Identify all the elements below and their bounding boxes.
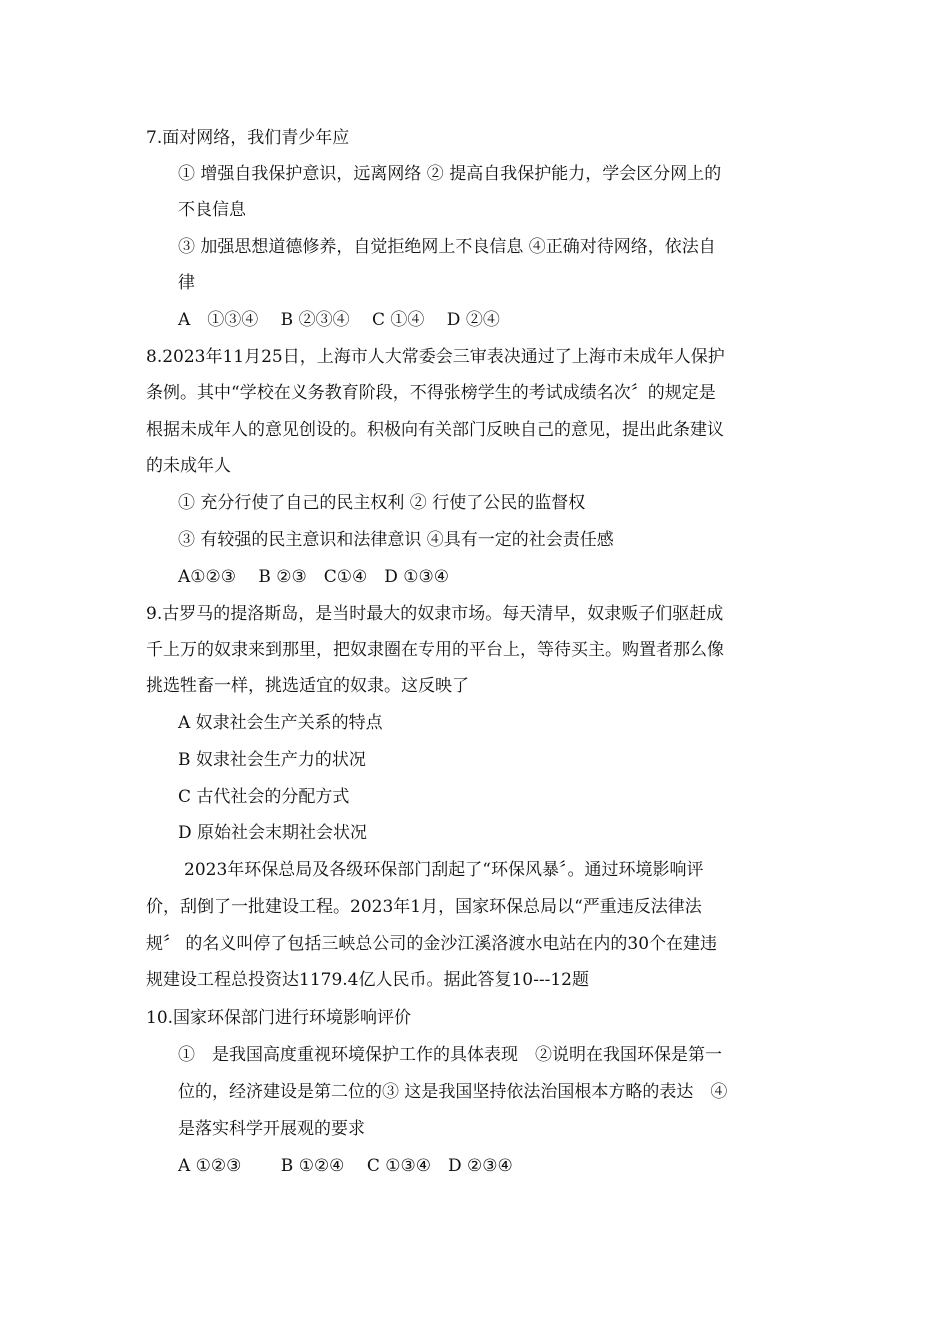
q9-stem: 挑选牲畜一样，挑选适宜的奴隶。这反映了: [146, 676, 469, 696]
q7-option-line: ③ 加强思想道德修养，自觉拒绝网上不良信息 ④正确对待网络，依法自: [178, 237, 716, 257]
q9-stem: 9.古罗马的提洛斯岛，是当时最大的奴隶市场。每天清早，奴隶贩子们驱赶成: [146, 604, 724, 624]
q8-stem: 8.2023年11月25日，上海市人大常委会三审表决通过了上海市未成年人保护: [146, 347, 725, 367]
q8-stem: 根据未成年人的意见创设的。积极向有关部门反映自己的意见，提出此条建议: [146, 420, 724, 440]
q9-stem: 千上万的奴隶来到那里，把奴隶圈在专用的平台上，等待买主。购置者那么像: [146, 640, 724, 660]
q8-option-line: ③ 有较强的民主意识和法律意识 ④具有一定的社会责任感: [178, 530, 614, 550]
q7-option-line: ① 增强自我保护意识，远离网络 ② 提高自我保护能力，学会区分网上的: [178, 164, 722, 184]
passage-line: 价，刮倒了一批建设工程。2023年1月，国家环保总局以“严重违反法律法: [146, 897, 702, 917]
q8-stem: 条例。其中“学校在义务教育阶段，不得张榜学生的考试成绩名次〞的规定是: [146, 383, 716, 403]
q10-option-line: ① 是我国高度重视环境保护工作的具体表现 ②说明在我国环保是第一: [178, 1045, 722, 1065]
q8-choices: A①②③ B ②③ C①④ D ①③④: [178, 567, 450, 587]
q7-choices: A ①③④ B ②③④ C ①④ D ②④: [178, 310, 500, 330]
q7-stem: 7.面对网络，我们青少年应: [146, 128, 350, 148]
passage-line: 2023年环保总局及各级环保部门刮起了“环保风暴〞。通过环境影响评: [184, 860, 704, 880]
q10-stem: 10.国家环保部门进行环境影响评价: [146, 1008, 412, 1028]
q10-choices: A ①②③ B ①②④ C ①③④ D ②③④: [178, 1156, 513, 1176]
q9-option-c: C 古代社会的分配方式: [178, 787, 350, 807]
q8-option-line: ① 充分行使了自己的民主权利 ② 行使了公民的监督权: [178, 493, 586, 513]
q10-option-line: 是落实科学开展观的要求: [178, 1119, 365, 1139]
passage-line: 规〞 的名义叫停了包括三峡总公司的金沙江溪洛渡水电站在内的30个在建违: [146, 934, 718, 954]
q9-option-a: A 奴隶社会生产关系的特点: [178, 713, 383, 733]
q9-option-d: D 原始社会末期社会状况: [178, 823, 368, 843]
q7-option-line: 律: [178, 273, 195, 293]
q9-option-b: B 奴隶社会生产力的状况: [178, 750, 366, 770]
q10-option-line: 位的，经济建设是第二位的③ 这是我国坚持依法治国根本方略的表达 ④: [178, 1082, 728, 1102]
q7-option-line: 不良信息: [178, 200, 246, 220]
passage-line: 规建设工程总投资达1179.4亿人民币。据此答复10---12题: [146, 970, 589, 990]
q8-stem: 的未成年人: [146, 456, 231, 476]
